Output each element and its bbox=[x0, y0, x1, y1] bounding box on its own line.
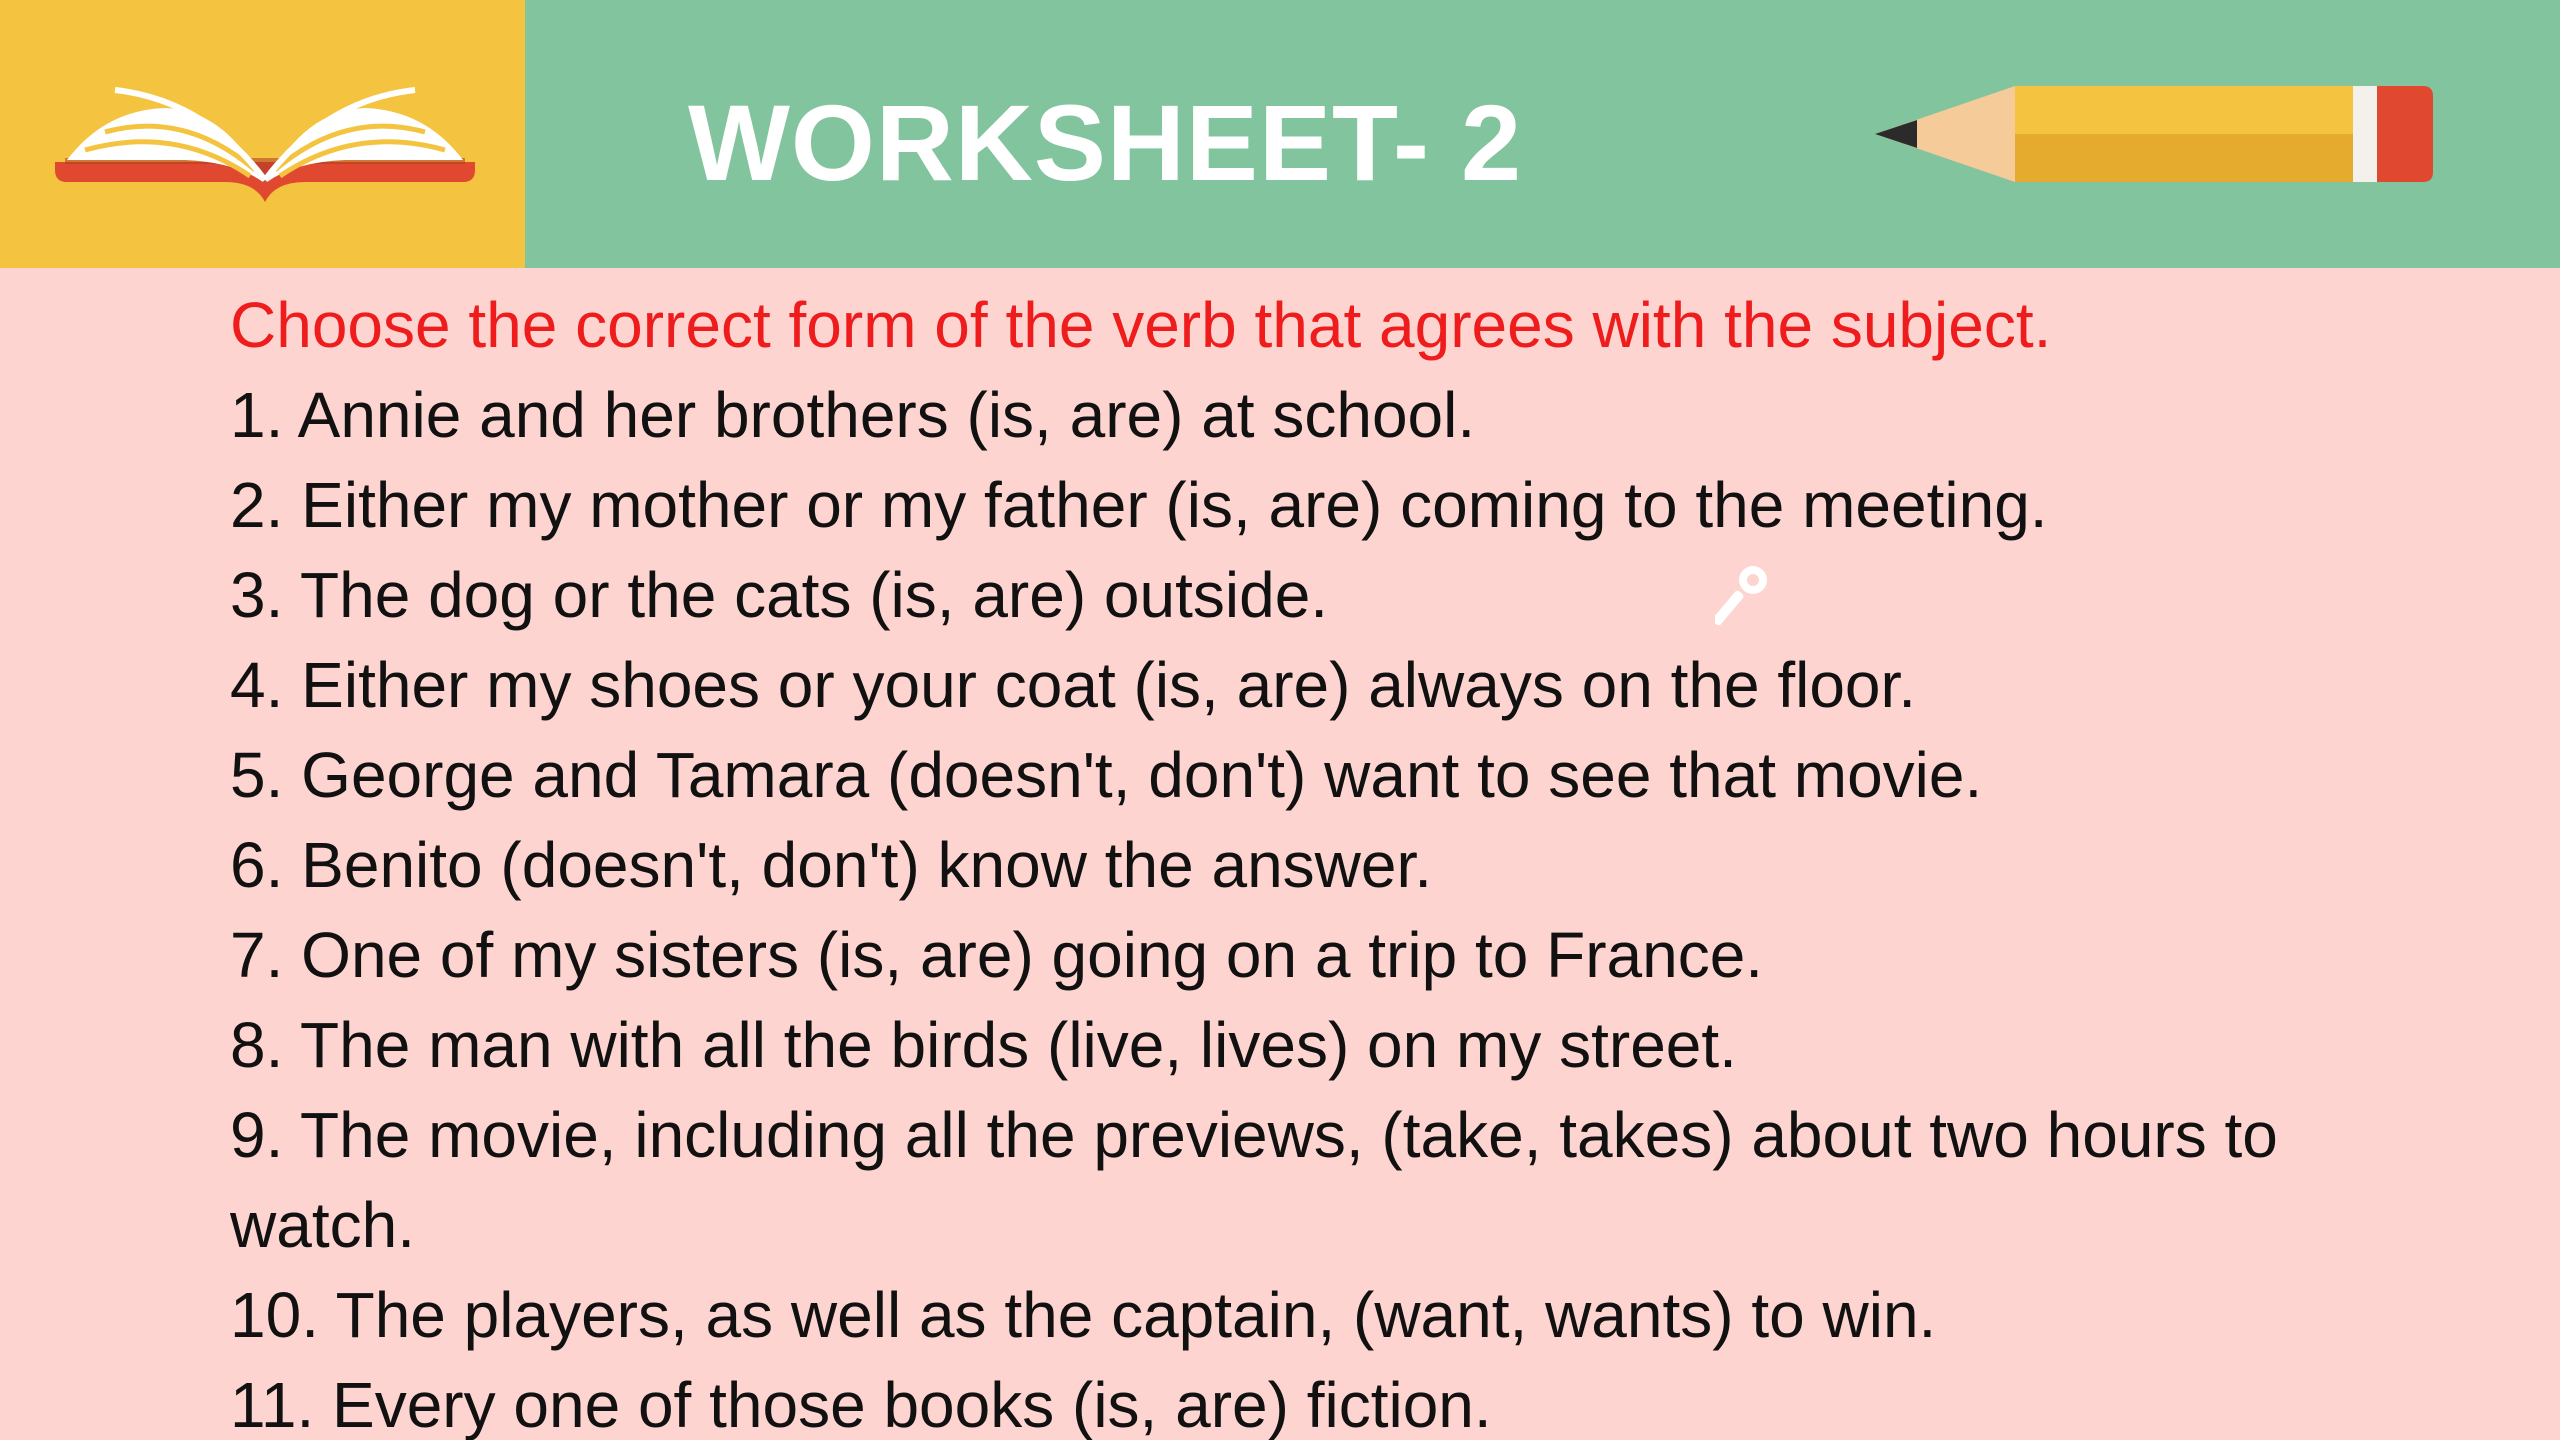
question-item: 2. Either my mother or my father (is, are) coming to the meeting. bbox=[230, 469, 2048, 541]
header-banner bbox=[0, 0, 2560, 268]
question-item: 3. The dog or the cats (is, are) outside. bbox=[230, 559, 1329, 631]
worksheet-title: WORKSHEET- 2 bbox=[687, 82, 1523, 203]
question-item: 10. The players, as well as the captain, (want, wants) to win. bbox=[230, 1279, 1937, 1351]
question-item: 4. Either my shoes or your coat (is, are) always on the floor. bbox=[230, 649, 1917, 721]
question-item: 8. The man with all the birds (live, lives) on my street. bbox=[230, 1009, 1737, 1081]
key-cursor-icon bbox=[1715, 560, 1775, 630]
worksheet-content bbox=[230, 280, 2480, 1440]
question-item: 7. One of my sisters (is, are) going on a trip to France. bbox=[230, 919, 1764, 991]
question-item: 1. Annie and her brothers (is, are) at school. bbox=[230, 379, 1476, 451]
pencil-icon bbox=[1875, 82, 2435, 186]
question-item: 6. Benito (doesn't, don't) know the answer. bbox=[230, 829, 1433, 901]
question-item: 5. George and Tamara (doesn't, don't) want to see that movie. bbox=[230, 739, 1983, 811]
question-item: 9. The movie, including all the previews, (take, takes) about two hours to watch. bbox=[230, 1099, 2278, 1261]
question-item: 11. Every one of those books (is, are) fiction. bbox=[230, 1369, 1492, 1440]
instruction-text: Choose the correct form of the verb that agrees with the subject. bbox=[230, 289, 2052, 361]
